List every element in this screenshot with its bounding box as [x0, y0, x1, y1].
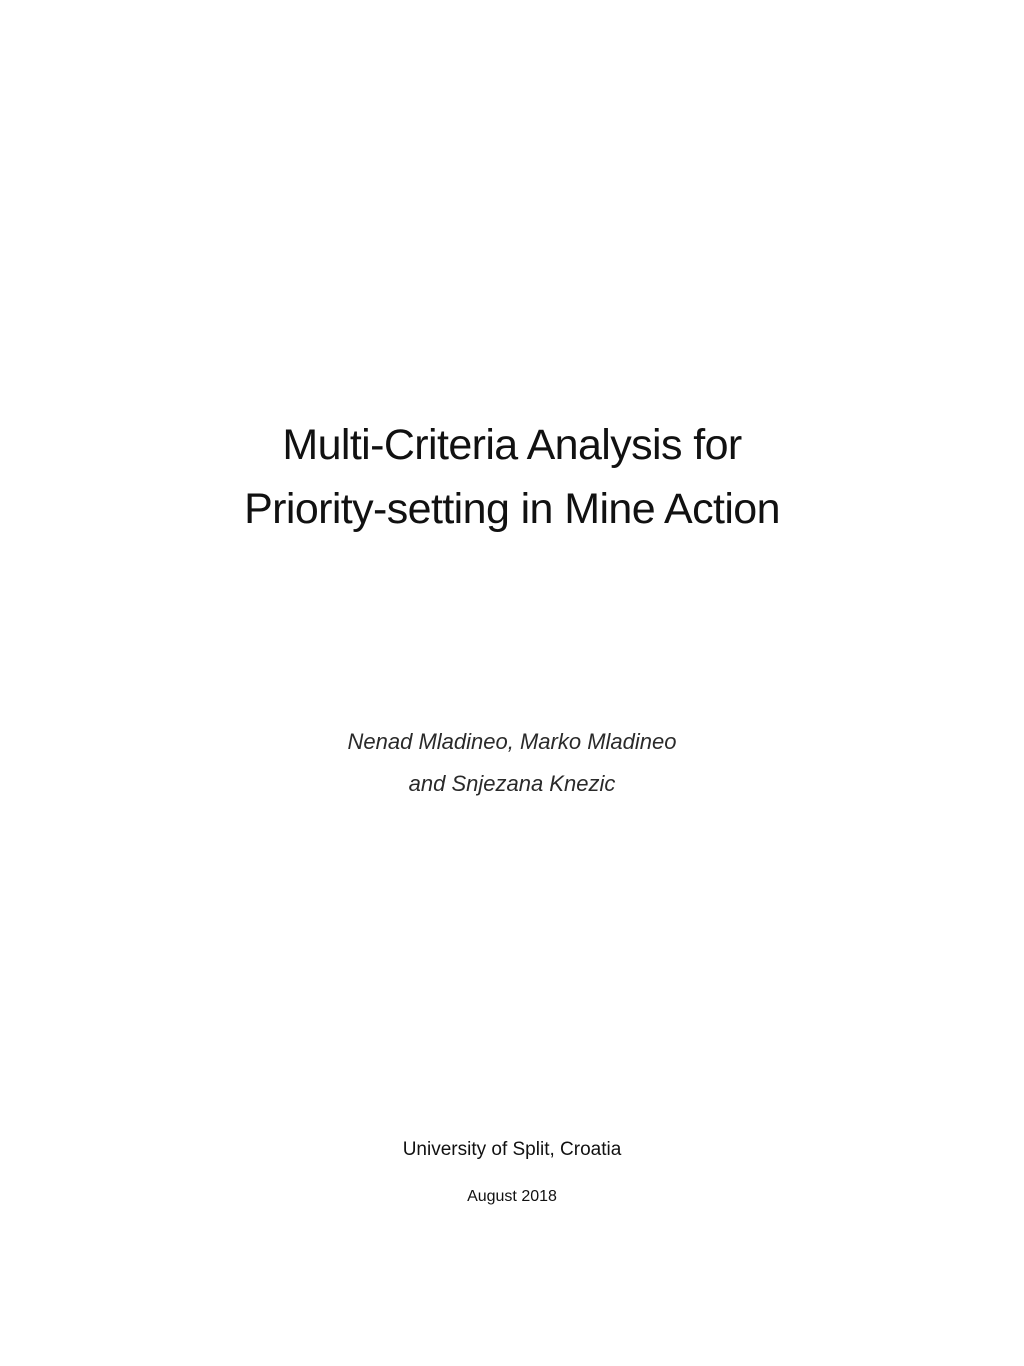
title-line-1: Multi-Criteria Analysis for [282, 421, 742, 469]
institution: University of Split, Croatia [402, 1139, 622, 1160]
authors [0, 721, 1024, 805]
author-line-2: and Snjezana Knezic [408, 771, 616, 796]
document-title [0, 413, 1024, 541]
publication-date: August 2018 [467, 1188, 557, 1205]
title-line-2: Priority-setting in Mine Action [244, 485, 780, 533]
author-line-1: Nenad Mladineo, Marko Mladineo [347, 729, 677, 754]
